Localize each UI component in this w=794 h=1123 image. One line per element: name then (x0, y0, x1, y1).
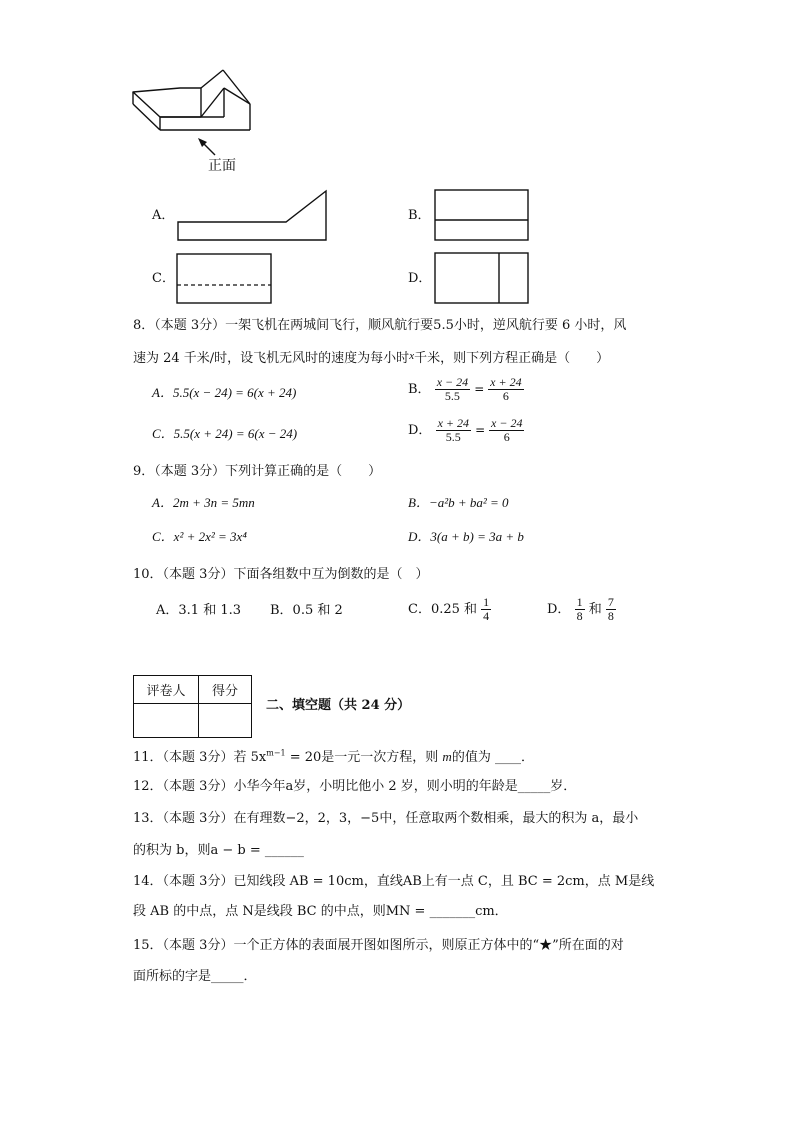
q13-line2: 的积为 b，则a − b = ______ (133, 843, 304, 858)
q15-line1: 15．（本题 3分）一个正方体的表面展开图如图所示，则原正方体中的“★”所在面的对 (133, 938, 624, 953)
q8-option-b: B． $\frac{x - 24}{5.5}$ = $\frac{x + 24}{6}$ (408, 375, 522, 403)
q15-line2: 面所标的字是_____． (133, 969, 257, 984)
q10-option-c: C．0.25 和 $\frac{1}{4}$ (408, 595, 490, 623)
q8-option-a: A．5.5(x − 24) = 6(x + 24) (152, 385, 297, 400)
q12: 12．（本题 3分）小华今年a岁，小明比他小 2 岁，则小明的年龄是_____岁． (133, 779, 577, 794)
q7-option-d-label: D． (408, 271, 432, 286)
q14-line2: 段 AB 的中点，点 N是线段 BC 的中点，则MN = _______cm． (133, 904, 508, 919)
score-header: 得分 (199, 676, 252, 704)
q8-stem-line1: 8．（本题 3分）一架飞机在两城间飞行，顺风航行要5.5小时，逆风航行要 6 小时，风 (133, 318, 627, 333)
q10-option-a: A．3.1 和 1.3 (156, 603, 242, 618)
q8-option-d: D． $\frac{x + 24}{5.5}$ = $\frac{x - 24}{6}$ (408, 416, 523, 444)
q9-option-a: A．2m + 3n = 5mn (152, 495, 255, 510)
q10-stem: 10．（本题 3分）下面各组数中互为倒数的是（ ） (133, 567, 429, 582)
q7-option-c-label: C． (152, 271, 175, 286)
q11: 11．（本题 3分）若 $5x^{m-1} = 20$是一元一次方程，则 m的值为 ____． (133, 748, 534, 765)
q10-option-d: D． $\frac{1}{8}$ 和 $\frac{7}{8}$ (547, 595, 614, 623)
q9-stem: 9．（本题 3分）下列计算正确的是（ ） (133, 464, 382, 479)
q9-option-c: C．x² + 2x² = 3x⁴ (152, 529, 247, 544)
q7-option-d-figure (0, 0, 794, 320)
q14-line1: 14．（本题 3分）已知线段 AB = 10cm，直线AB上有一点 C，且 BC = 2cm，点 M是线 (133, 874, 655, 889)
front-label: 正面 (208, 158, 236, 174)
section2-title: 二、填空题（共 24 分） (266, 698, 411, 713)
q13-line1: 13．（本题 3分）在有理数−2，2，3，−5中，任意取两个数相乘，最大的积为 a，最小 (133, 811, 639, 826)
score-table (133, 675, 252, 738)
q9-option-d: D．3(a + b) = 3a + b (408, 529, 524, 544)
q9-option-b: B．−a²b + ba² = 0 (408, 495, 509, 510)
q8-stem-line2: 速为 24 千米/时，设飞机无风时的速度为每小时$^x$千米，则下列方程正确是（ ） (133, 350, 610, 366)
q10-option-b: B．0.5 和 2 (270, 603, 343, 618)
reviewer-header: 评卷人 (134, 676, 199, 704)
reviewer-cell[interactable] (134, 704, 199, 738)
q8-option-c: C．5.5(x + 24) = 6(x − 24) (152, 426, 298, 441)
score-cell[interactable] (199, 704, 252, 738)
q7-option-a-label: A． (152, 208, 175, 223)
q7-option-b-label: B． (408, 208, 431, 223)
